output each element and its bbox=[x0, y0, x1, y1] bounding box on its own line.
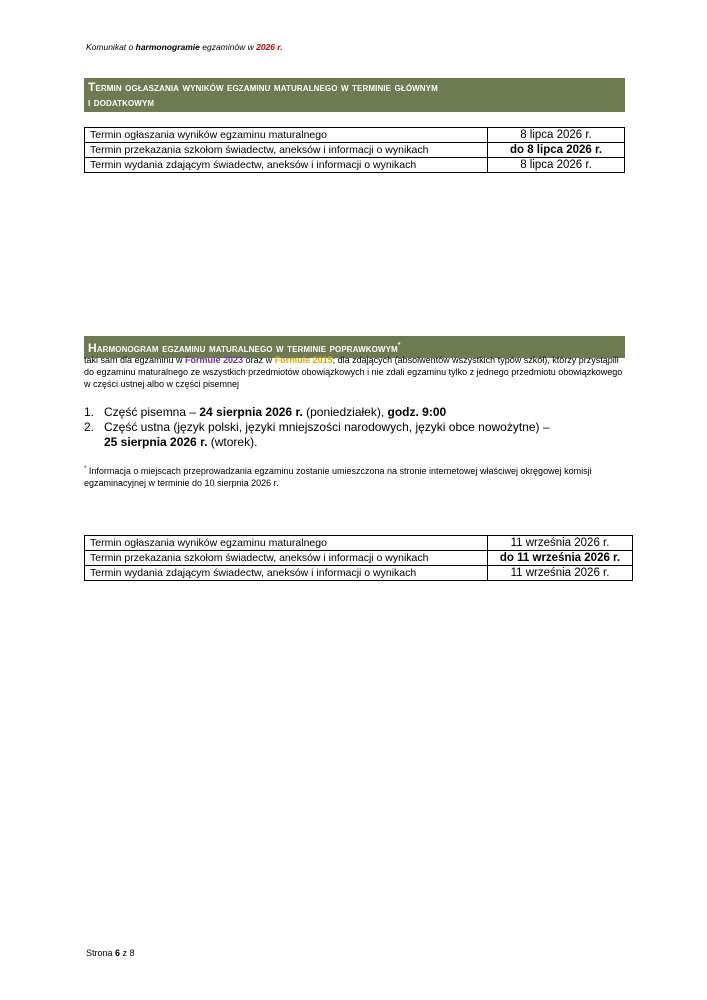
page-header bbox=[86, 42, 283, 52]
footer-total: 8 bbox=[129, 948, 135, 958]
header-prefix: Komunikat o bbox=[86, 42, 136, 52]
results-table-main bbox=[84, 127, 625, 173]
list-number: 1. bbox=[84, 405, 95, 419]
makeup-intro bbox=[84, 354, 624, 390]
results-table-makeup bbox=[84, 535, 633, 581]
section2-title: Harmonogram egzaminu maturalnego w terminie poprawkowym bbox=[88, 341, 398, 355]
item-text: Część pisemna – bbox=[104, 405, 200, 419]
section-title-line1: Termin ogłaszania wyników egzaminu maturalnego w terminie głównym bbox=[88, 80, 438, 94]
row-label: Termin wydania zdającym świadectw, aneksów i informacji o wynikach bbox=[85, 566, 488, 581]
item-text: (poniedziałek), bbox=[302, 405, 388, 419]
formula-2015: Formule 2015 bbox=[274, 355, 333, 365]
exam-parts-list bbox=[84, 405, 644, 450]
table-row bbox=[85, 143, 625, 158]
list-item bbox=[84, 420, 644, 450]
row-label: Termin ogłaszania wyników egzaminu maturalnego bbox=[85, 536, 488, 551]
footer-label: Strona bbox=[86, 948, 116, 958]
section-title-results-main bbox=[84, 78, 625, 112]
row-label: Termin wydania zdającym świadectw, aneksów i informacji o wynikach bbox=[85, 158, 488, 173]
formula-2023: Formule 2023 bbox=[185, 355, 244, 365]
row-value: do 11 września 2026 r. bbox=[488, 551, 633, 566]
section2-title-mark: * bbox=[397, 342, 401, 349]
item-date: 25 sierpnia 2026 r. bbox=[104, 435, 208, 449]
table-row bbox=[85, 566, 633, 581]
header-year: 2026 r. bbox=[256, 42, 283, 52]
row-label: Termin przekazania szkołom świadectw, aneksów i informacji o wynikach bbox=[85, 551, 488, 566]
row-value: 8 lipca 2026 r. bbox=[488, 158, 625, 173]
item-time: godz. 9:00 bbox=[387, 405, 447, 419]
table-row bbox=[85, 551, 633, 566]
row-value: 11 września 2026 r. bbox=[488, 536, 633, 551]
item-date: 24 sierpnia 2026 r. bbox=[199, 405, 303, 419]
table-row bbox=[85, 158, 625, 173]
row-value: do 8 lipca 2026 r. bbox=[488, 143, 625, 158]
row-value: 8 lipca 2026 r. bbox=[488, 128, 625, 143]
section-title-line2: i dodatkowym bbox=[88, 95, 155, 109]
row-label: Termin ogłaszania wyników egzaminu maturalnego bbox=[85, 128, 488, 143]
item-text: (wtorek). bbox=[207, 435, 258, 449]
footer-page: 6 bbox=[115, 948, 121, 958]
list-number: 2. bbox=[84, 420, 95, 434]
page-number bbox=[86, 948, 135, 958]
table-row bbox=[85, 536, 633, 551]
footnote-mark: * bbox=[84, 466, 87, 472]
footnote bbox=[84, 463, 644, 489]
footer-sep: z bbox=[120, 948, 130, 958]
row-value: 11 września 2026 r. bbox=[488, 566, 633, 581]
intro-b: oraz w bbox=[243, 355, 275, 365]
intro-c: ; dla zdających (absolwentów wszystkich typów szkół), którzy przystąpili do egzaminu maturalnego ze wszystkich przedmiotów obowiązkowych i nie zdali egzaminu tylko z jednego przedmiotu obowiązkowego w części ustnej albo w części pisemnej bbox=[84, 355, 623, 389]
row-label: Termin przekazania szkołom świadectw, aneksów i informacji o wynikach bbox=[85, 143, 488, 158]
table-row bbox=[85, 128, 625, 143]
header-middle: egzaminów w bbox=[199, 42, 257, 52]
item-text: Część ustna (język polski, języki mniejszości narodowych, języki obce nowożytne) – bbox=[104, 420, 550, 434]
list-item bbox=[84, 405, 644, 420]
footnote-text: Informacja o miejscach przeprowadzania egzaminu zostanie umieszczona na stronie internetowej właściwej okręgowej komisji egzaminacyjnej w terminie do 10 sierpnia 2026 r. bbox=[84, 466, 592, 488]
header-bold-word: harmonogramie bbox=[135, 42, 200, 52]
intro-a: taki sam dla egzaminu w bbox=[84, 355, 186, 365]
